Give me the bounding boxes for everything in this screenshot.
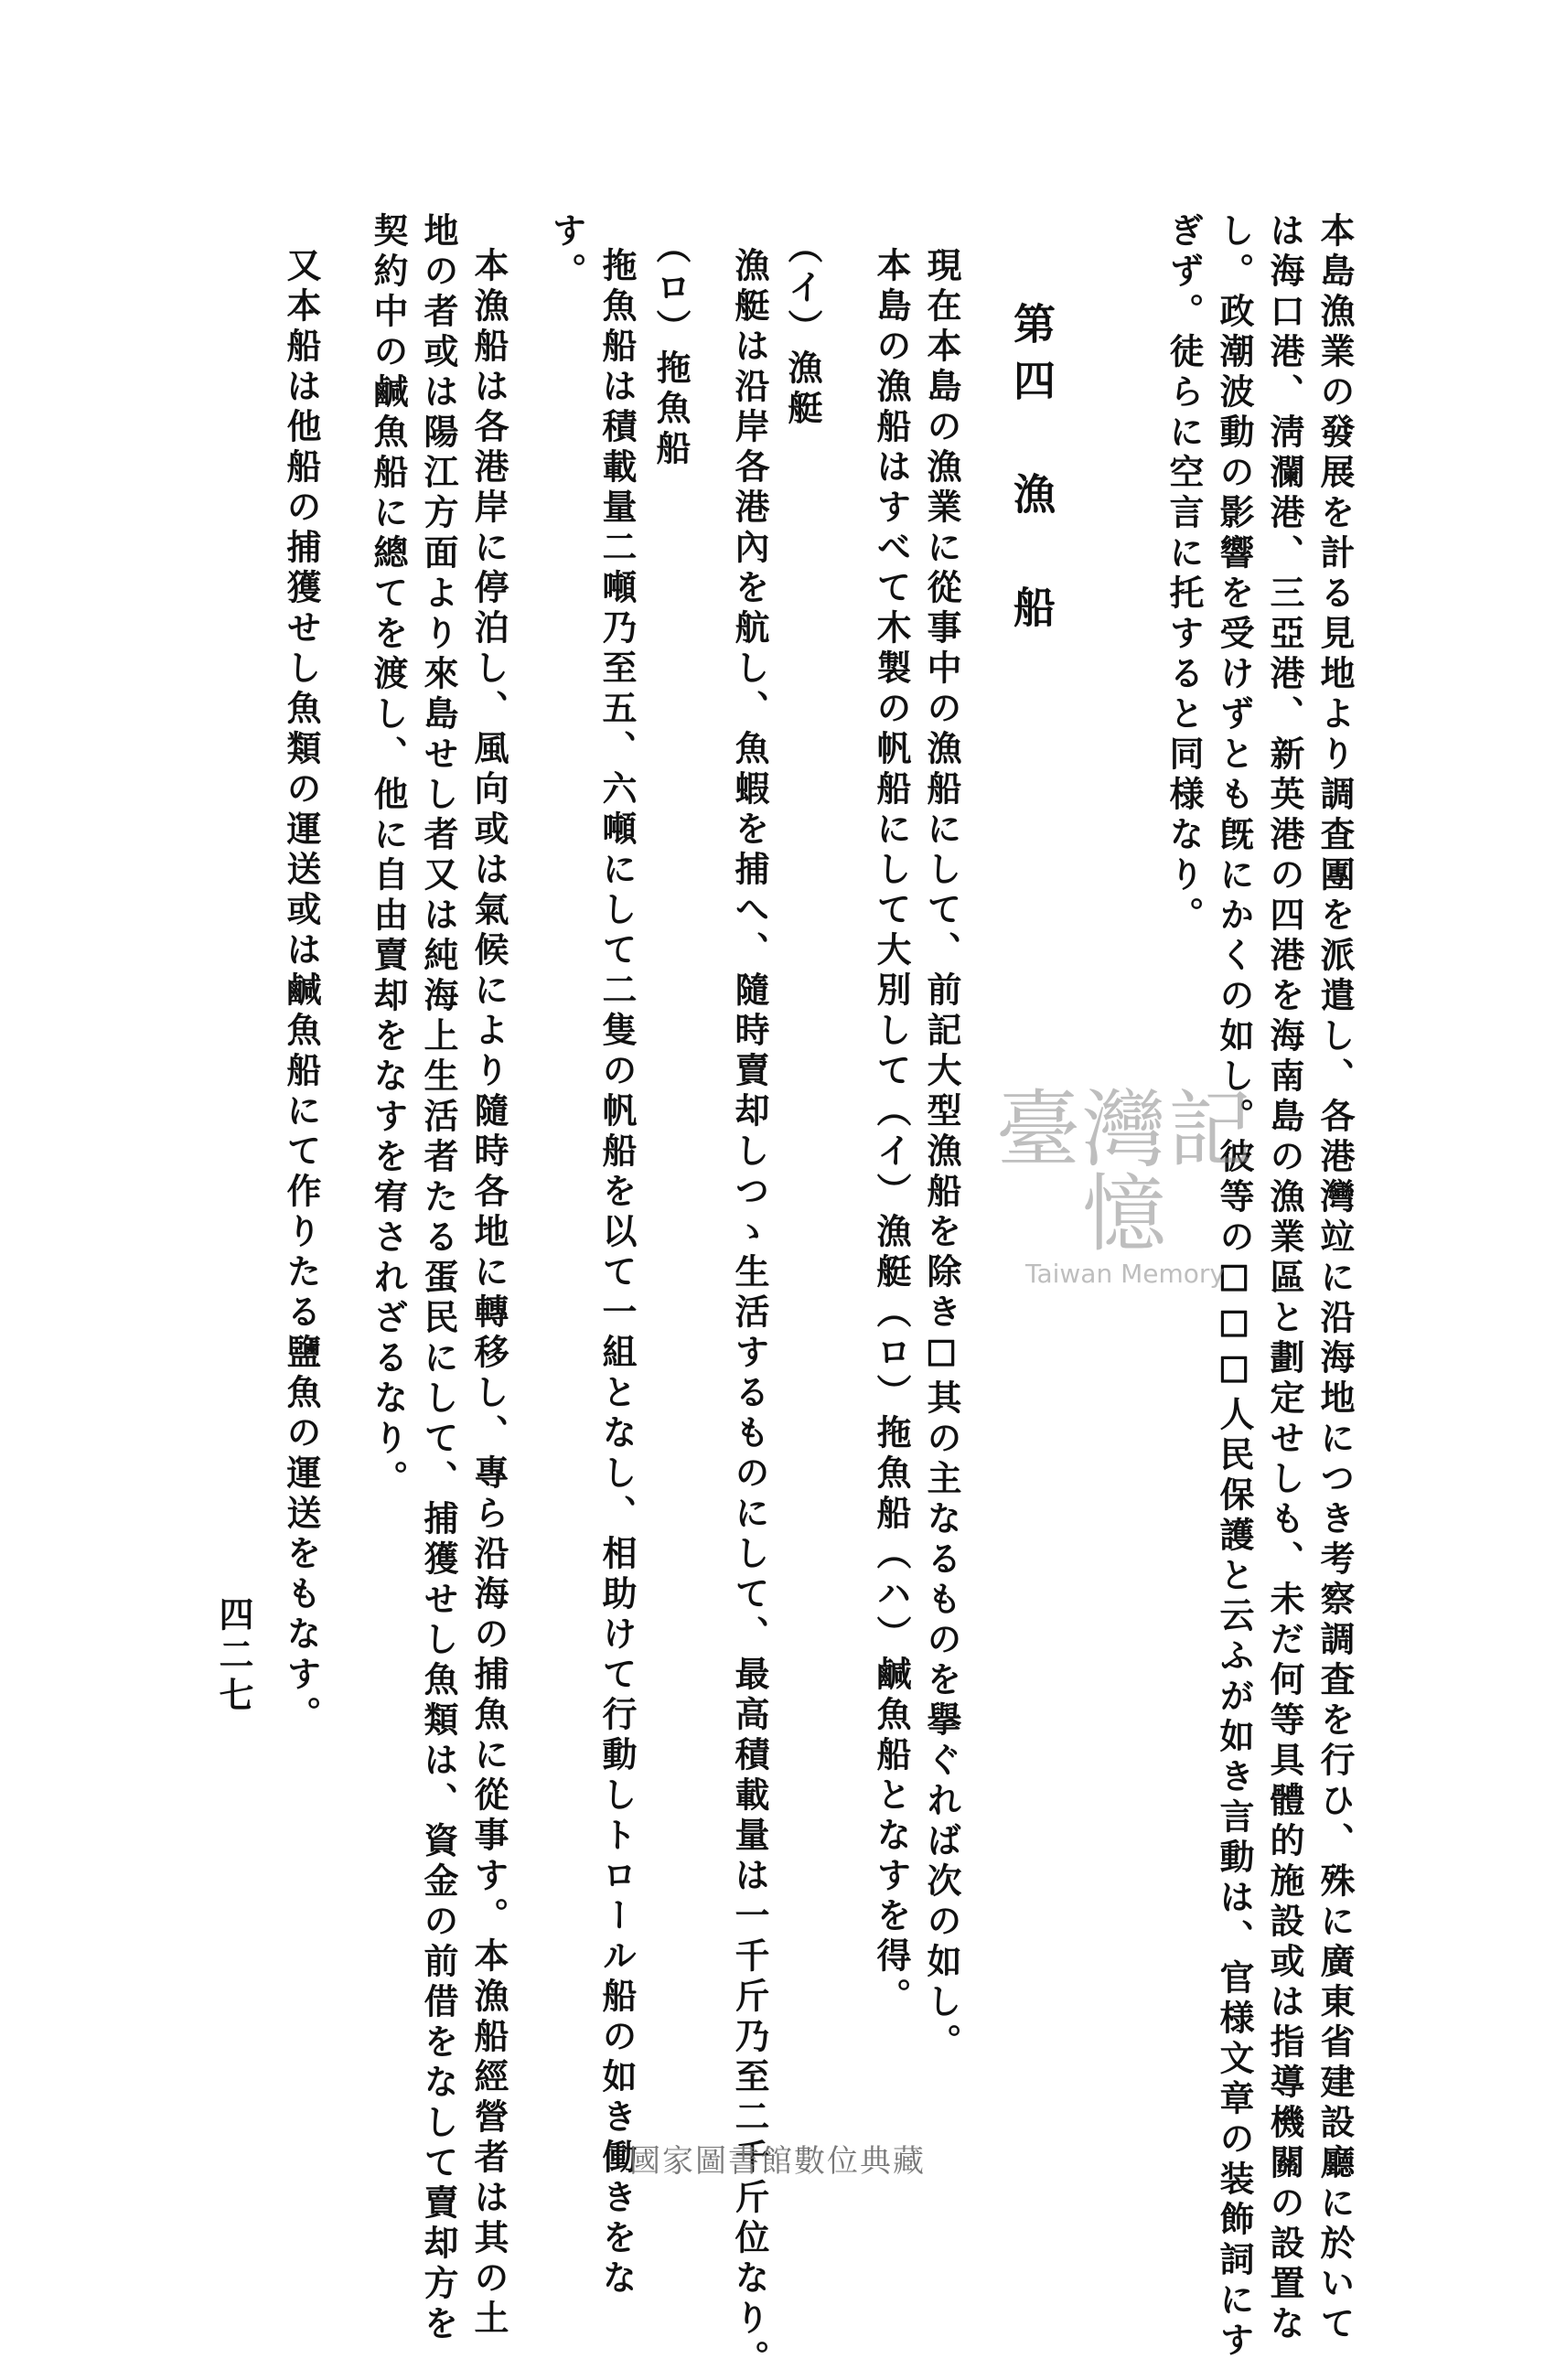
text-column-2: は海口港、淸瀾港、三亞港、新英港の四港を海南島の漁業區と劃定せしも、未だ何等具體的施設或は指導機關の設置な (1264, 212, 1305, 2345)
text-column-11: す。 (546, 212, 587, 293)
text-column-15: 又本船は他船の捕獲せし魚類の運送或は鹹魚船にて作りたる鹽魚の運送をもなす。 (281, 247, 322, 1736)
watermark-english: Taiwan Memory (1025, 1259, 1225, 1289)
text-column-3: し。政潮波動の影響を受けずとも旣にかくの如し。彼等の☐☐☐人民保護と云ふが如き言動は、官様文章の装飾詞にす (1214, 212, 1255, 2362)
text-column-1: 本島漁業の發展を計る見地より調査團を派遣し、各港灣竝に沿海地につき考察調査を行ひ、殊に廣東省建設廳に於いて (1314, 212, 1356, 2345)
subheading-gyotei: （イ）漁艇 (782, 229, 823, 430)
footer-caption: 國家圖書館數位典藏 (629, 2143, 926, 2180)
page-number: 四二七 (213, 1596, 254, 1717)
watermark-chinese: 臺灣記憶 (995, 1081, 1254, 1263)
text-column-6: 本島の漁船はすべて木製の帆船にして大別して（イ）漁艇（ロ）拖魚船（ハ）鹹魚船となすを得。 (871, 247, 912, 2018)
text-column-8: 漁艇は沿岸各港內を航し、魚蝦を捕へ、隨時賣却しつゝ生活するものにして、最高積載量は一千斤乃至二千斤位なり。 (729, 247, 770, 2380)
text-column-13: 地の者或は陽江方面より來島せし者又は純海上生活者たる蛋民にして、捕獲せし魚類は、資金の前借をなして賣却方を (418, 212, 459, 2345)
subheading-tagyosen: （ロ）拖魚船 (650, 229, 692, 470)
text-column-5: 現在本島の漁業に從事中の漁船にして、前記大型漁船を除き☐其の主なるものを擧ぐれば次の如し。 (921, 247, 962, 2064)
text-column-14: 契約中の鹹魚船に總てを渡し、他に自由賣却をなすを宥されざるなり。 (368, 212, 409, 1500)
watermark-logo (979, 1081, 1271, 1289)
text-column-12: 本漁船は各港岸に停泊し、風向或は氣候により隨時各地に轉移し、專ら沿海の捕魚に從事す。本漁船經營者は其の土 (468, 247, 509, 2340)
section-heading: 第四 漁 船 (1007, 302, 1056, 642)
text-column-4: ぎず。徒らに空言に托すると同様なり。 (1164, 212, 1205, 937)
text-column-10: 拖魚船は積載量二噸乃至五、六噸にして二隻の帆船を以て一組となし、相助けて行動しトロール船の如き働きをな (596, 247, 638, 2300)
